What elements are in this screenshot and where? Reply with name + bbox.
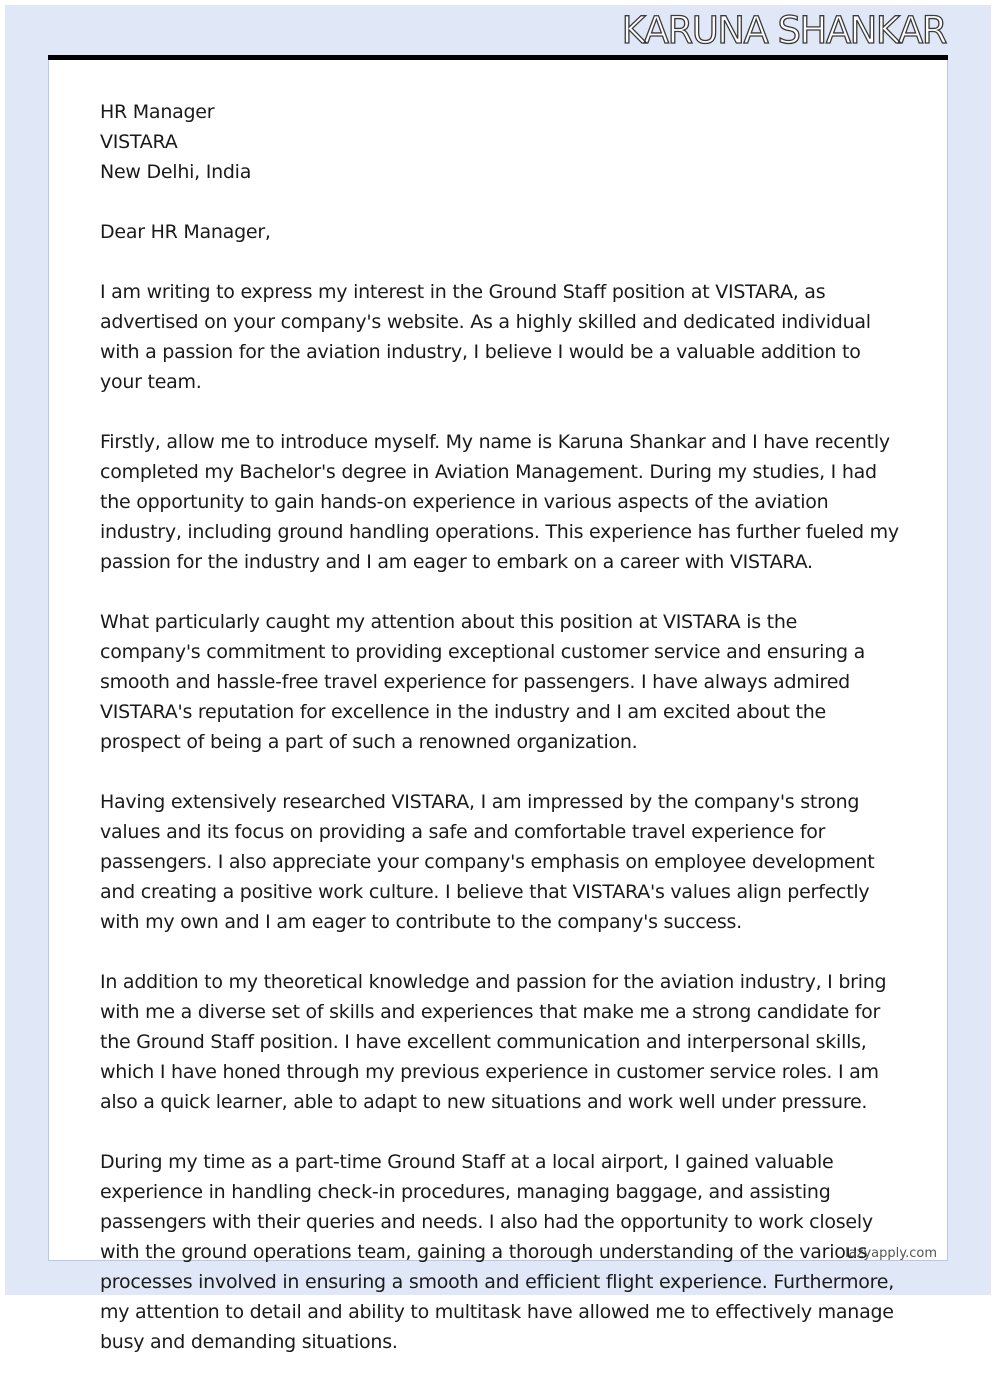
paragraph-3: What particularly caught my attention about this position at VISTARA is the company's commitment to providing exceptional customer service and ensuring a smooth and hassle-free travel experience for passengers. I have always admired VISTARA's reputation for excellence in the industry and I am excited about the prospect of being a part of such a renowned organization.: [100, 611, 865, 753]
paragraph-6: During my time as a part-time Ground Staff at a local airport, I gained valuable experience in handling check-in procedures, managing baggage, and assisting passengers with their queries and needs. I also had the opportunity to work closely with the ground operations team, gaining a thorough understanding of the various processes involved in ensuring a smooth and efficient flight experience. Furthermore, my attention to detail and ability to multitask have allowed me to effectively manage busy and demanding situations.: [100, 1151, 894, 1353]
recipient-location: New Delhi, India: [100, 161, 252, 183]
recipient-company: VISTARA: [100, 131, 178, 153]
paragraph-2: Firstly, allow me to introduce myself. My name is Karuna Shankar and I have recently completed my Bachelor's degree in Aviation Management. During my studies, I had the opportunity to gain hands-on experience in various aspects of the aviation industry, including ground handling operations. This experience has further fueled my passion for the industry and I am eager to embark on a career with VISTARA.: [100, 431, 899, 573]
applicant-name-header: KARUNA SHANKAR: [621, 9, 946, 52]
paragraph-1: I am writing to express my interest in the Ground Staff position at VISTARA, as advertised on your company's website. As a highly skilled and dedicated individual with a passion for the aviation industry, I believe I would be a valuable addition to your team.: [100, 281, 871, 393]
paragraph-5: In addition to my theoretical knowledge and passion for the aviation industry, I bring with me a diverse set of skills and experiences that make me a strong candidate for the Ground Staff position. I have excellent communication and interpersonal skills, which I have honed through my previous experience in customer service roles. I am also a quick learner, able to adapt to new situations and work well under pressure.: [100, 971, 887, 1113]
recipient-title: HR Manager: [100, 101, 215, 123]
cover-letter-body: [100, 97, 900, 1387]
watermark: lazyapply.com: [845, 1246, 937, 1261]
paragraph-4: Having extensively researched VISTARA, I am impressed by the company's strong values and its focus on providing a safe and comfortable travel experience for passengers. I also appreciate your company's emphasis on employee development and creating a positive work culture. I believe that VISTARA's values align perfectly with my own and I am eager to contribute to the company's success.: [100, 791, 875, 933]
salutation: Dear HR Manager,: [100, 221, 271, 243]
